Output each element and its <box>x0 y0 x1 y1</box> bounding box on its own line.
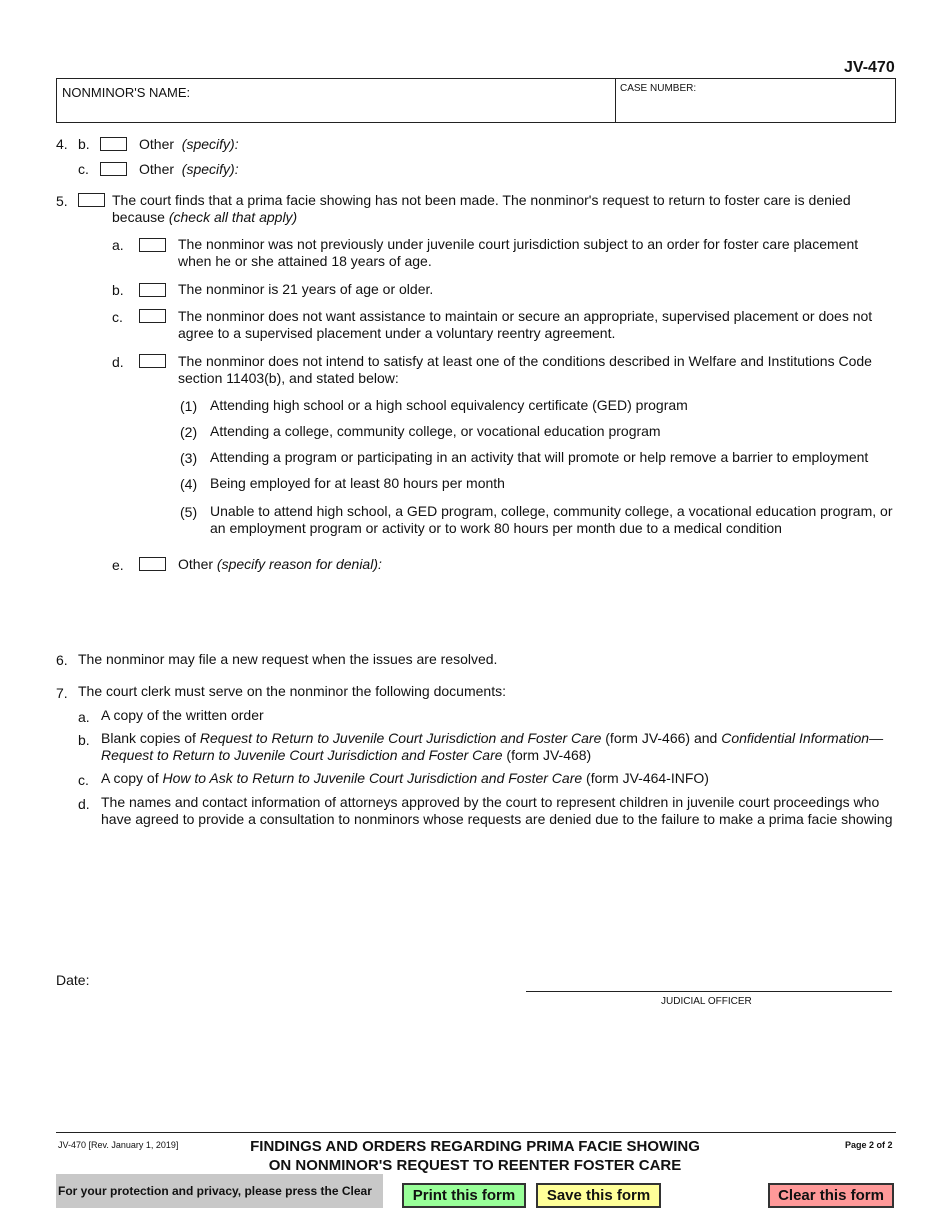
item-5-checkbox[interactable] <box>78 193 105 207</box>
item-4c-letter: c. <box>78 161 89 177</box>
item-7a-letter: a. <box>78 709 90 725</box>
condition-4-number: (4) <box>180 476 198 492</box>
case-number-label: CASE NUMBER: <box>620 83 697 94</box>
condition-1-number: (1) <box>180 398 198 414</box>
item-5a-line1: The nonminor was not previously under juvenile court jurisdiction subject to an order for foster care placement <box>178 236 859 252</box>
item-6-number: 6. <box>56 652 68 668</box>
item-4b-checkbox[interactable] <box>100 137 127 151</box>
item-7c-text: A copy of How to Ask to Return to Juvenile Court Jurisdiction and Foster Care (form JV-464-INFO) <box>101 770 709 786</box>
footer-title-line2: ON NONMINOR'S REQUEST TO REENTER FOSTER CARE <box>268 1157 682 1174</box>
item-5d-checkbox[interactable] <box>139 354 166 368</box>
item-7-text: The court clerk must serve on the nonminor the following documents: <box>78 683 506 699</box>
save-form-button[interactable]: Save this form <box>536 1183 661 1208</box>
item-5-text-line1: The court finds that a prima facie showing has not been made. The nonminor's request to return to foster care is denied <box>112 192 851 208</box>
item-5-number: 5. <box>56 193 68 209</box>
item-4b-letter: b. <box>78 136 90 152</box>
judicial-officer-label: JUDICIAL OFFICER <box>661 996 752 1007</box>
item-5c-line2: agree to a supervised placement under a voluntary reentry agreement. <box>178 325 616 341</box>
item-4-number: 4. <box>56 136 68 152</box>
item-5b-checkbox[interactable] <box>139 283 166 297</box>
item-5b-letter: b. <box>112 282 124 298</box>
item-5a-letter: a. <box>112 237 124 253</box>
item-7d-line2: have agreed to provide a consultation to nonminors whose requests are denied due to the failure to make a prima facie showing <box>101 811 893 827</box>
item-6-text: The nonminor may file a new request when the issues are resolved. <box>78 651 498 667</box>
condition-3-number: (3) <box>180 450 198 466</box>
privacy-notice <box>56 1174 383 1208</box>
footer-title <box>200 1137 750 1175</box>
item-5d-letter: d. <box>112 354 124 370</box>
item-5-text-line2: because (check all that apply) <box>112 209 298 225</box>
privacy-text: For your protection and privacy, please press the Clear <box>58 1184 372 1198</box>
item-7-number: 7. <box>56 685 68 701</box>
item-5a-checkbox[interactable] <box>139 238 166 252</box>
page-number: Page 2 of 2 <box>845 1140 893 1150</box>
condition-4-text: Being employed for at least 80 hours per month <box>210 475 505 491</box>
revision-label: JV-470 [Rev. January 1, 2019] <box>58 1140 179 1150</box>
clear-form-button[interactable]: Clear this form <box>768 1183 894 1208</box>
date-label: Date: <box>56 972 90 988</box>
item-5e-letter: e. <box>112 557 124 573</box>
item-7c-letter: c. <box>78 772 89 788</box>
condition-5-line2: an employment program or activity or to work 80 hours per month due to a medical condition <box>210 520 782 536</box>
condition-5-line1: Unable to attend high school, a GED program, college, community college, a vocational education program, or <box>210 503 893 519</box>
item-5e-label: Other (specify reason for denial): <box>178 556 382 572</box>
item-7b-letter: b. <box>78 732 90 748</box>
condition-5-number: (5) <box>180 504 198 520</box>
item-4b-other-label: Other (specify): <box>139 136 239 152</box>
item-5c-checkbox[interactable] <box>139 309 166 323</box>
item-4c-checkbox[interactable] <box>100 162 127 176</box>
print-form-button[interactable]: Print this form <box>402 1183 526 1208</box>
item-5a-line2: when he or she attained 18 years of age. <box>178 253 432 269</box>
item-5c-letter: c. <box>112 309 123 325</box>
condition-3-text: Attending a program or participating in an activity that will promote or help remove a barrier to employment <box>210 449 869 465</box>
condition-1-text: Attending high school or a high school equivalency certificate (GED) program <box>210 397 688 413</box>
header-divider <box>615 78 616 123</box>
item-7d-line1: The names and contact information of attorneys approved by the court to represent children in juvenile court proceedings who <box>101 794 880 810</box>
item-5d-line2: section 11403(b), and stated below: <box>178 370 399 386</box>
item-5d-line1: The nonminor does not intend to satisfy at least one of the conditions described in Welfare and Institutions Code <box>178 353 872 369</box>
footer-rule <box>56 1132 896 1133</box>
item-7b-line1: Blank copies of Request to Return to Juvenile Court Jurisdiction and Foster Care (form JV-466) and Confidential Information— <box>101 730 884 746</box>
item-4c-other-label: Other (specify): <box>139 161 239 177</box>
item-7b-line2: Request to Return to Juvenile Court Jurisdiction and Foster Care (form JV-468) <box>101 747 592 763</box>
item-7d-letter: d. <box>78 796 90 812</box>
condition-2-number: (2) <box>180 424 198 440</box>
nonminor-name-label: NONMINOR'S NAME: <box>62 85 191 100</box>
item-5e-checkbox[interactable] <box>139 557 166 571</box>
item-5c-line1: The nonminor does not want assistance to maintain or secure an appropriate, supervised placement or does not <box>178 308 873 324</box>
footer-title-line1: FINDINGS AND ORDERS REGARDING PRIMA FACIE SHOWING <box>250 1138 700 1155</box>
item-7a-text: A copy of the written order <box>101 707 264 723</box>
condition-2-text: Attending a college, community college, or vocational education program <box>210 423 661 439</box>
form-code: JV-470 <box>844 59 895 76</box>
signature-line <box>526 991 892 992</box>
item-5b-line1: The nonminor is 21 years of age or older. <box>178 281 434 297</box>
